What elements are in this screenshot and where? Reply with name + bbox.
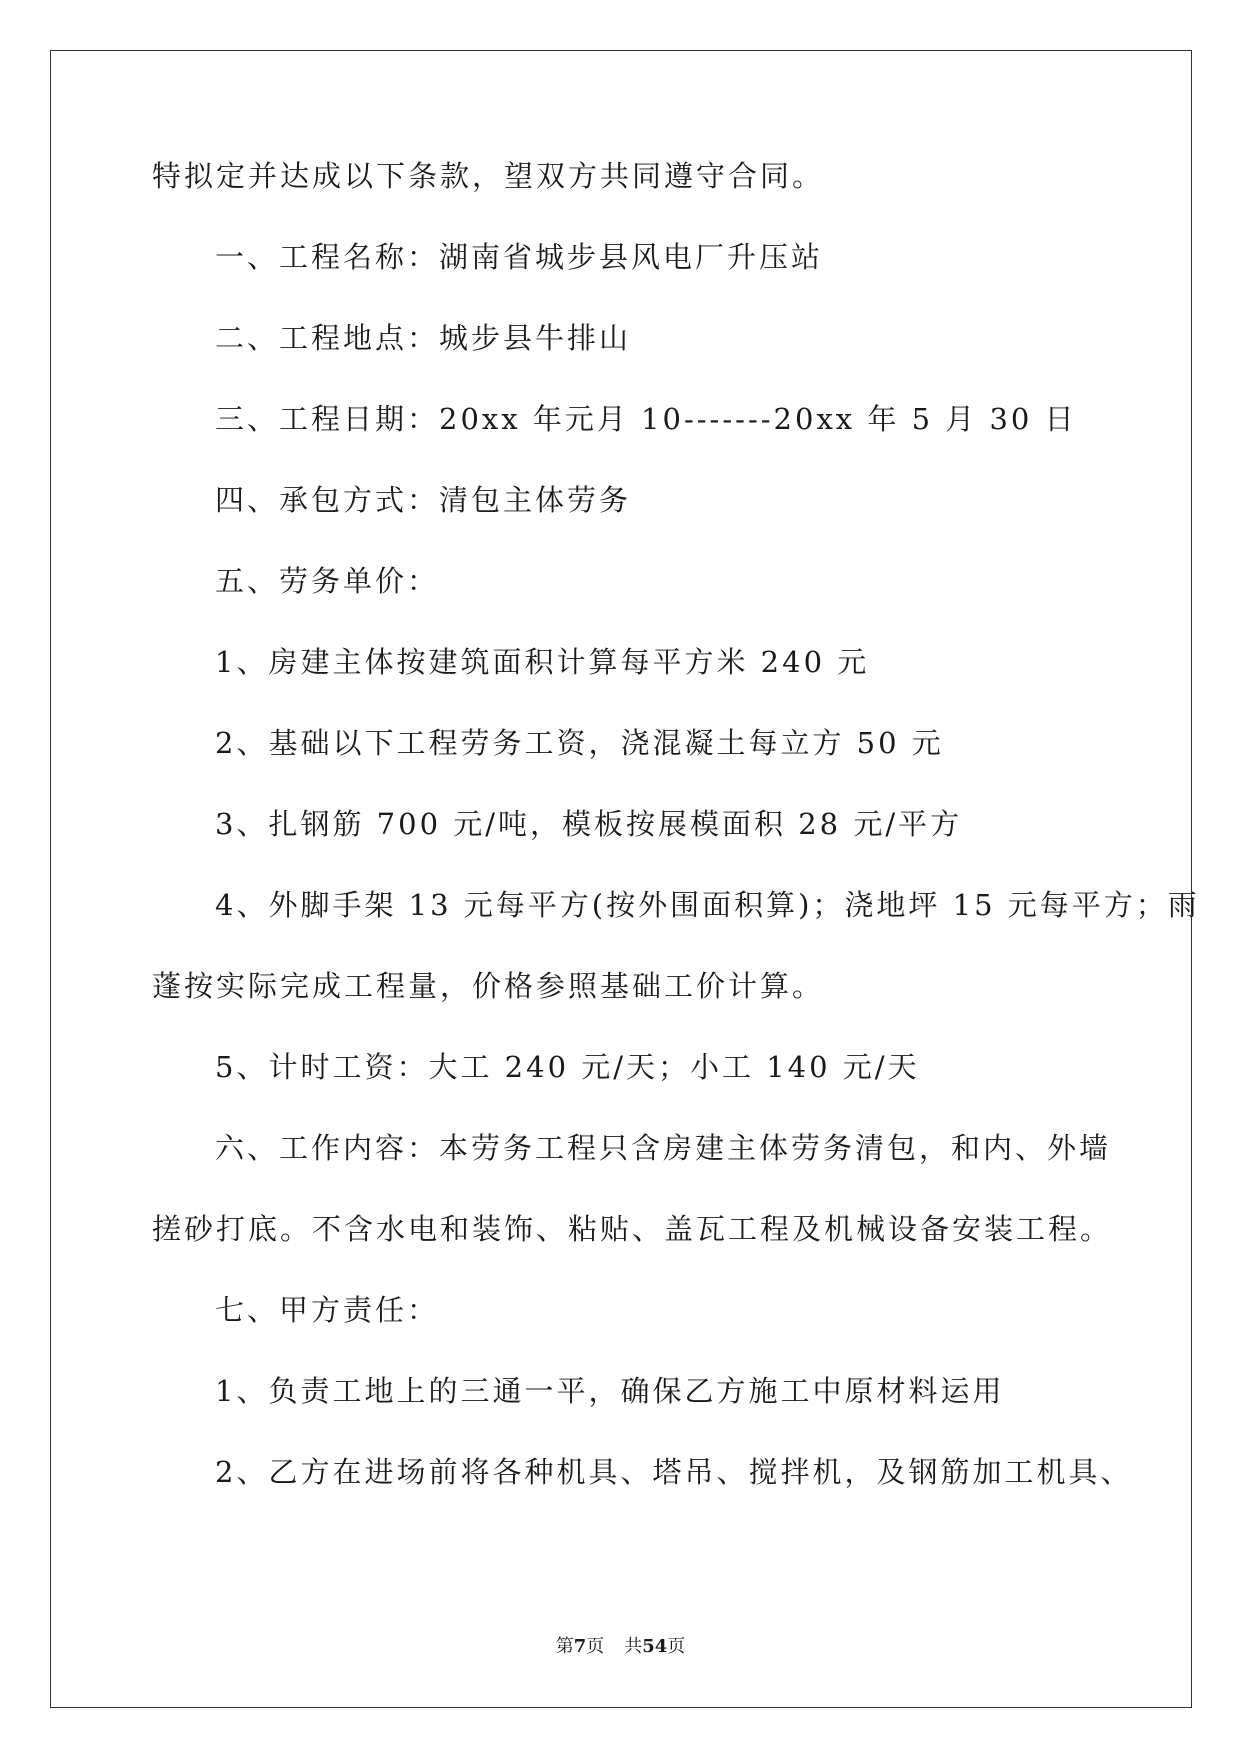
paragraph-line: 六、工作内容：本劳务工程只含房建主体劳务清包，和内、外墙 [215,1131,1112,1165]
paragraph-line: 一、工程名称：湖南省城步县风电厂升压站 [215,240,824,274]
paragraph-line: 特拟定并达成以下条款，望双方共同遵守合同。 [152,159,825,193]
paragraph-line: 搓砂打底。不含水电和装饰、粘贴、盖瓦工程及机械设备安装工程。 [152,1212,1113,1246]
paragraph-line: 2、基础以下工程劳务工资，浇混凝土每立方 50 元 [215,726,944,760]
page-footer [0,1632,1241,1658]
paragraph-line: 3、扎钢筋 700 元/吨，模板按展模面积 28 元/平方 [215,807,963,841]
footer-total-prefix: 共 [624,1636,643,1657]
footer-page-number: 7 [573,1636,587,1657]
paragraph-line: 蓬按实际完成工程量，价格参照基础工价计算。 [152,969,825,1003]
paragraph-line: 1、负责工地上的三通一平，确保乙方施工中原材料运用 [215,1374,1005,1408]
paragraph-line: 5、计时工资：大工 240 元/天；小工 140 元/天 [215,1050,920,1084]
paragraph-line: 七、甲方责任： [215,1293,440,1327]
footer-total-suffix: 页 [667,1636,686,1657]
footer-page-prefix: 第 [555,1636,574,1657]
footer-page-suffix: 页 [586,1636,605,1657]
document-body [152,159,1200,1537]
paragraph-line: 三、工程日期：20xx 年元月 10-------20xx 年 5 月 30 日 [215,402,1077,436]
paragraph-line: 四、承包方式：清包主体劳务 [215,483,632,517]
paragraph-line: 二、工程地点：城步县牛排山 [215,321,632,355]
paragraph-line: 2、乙方在进场前将各种机具、塔吊、搅拌机，及钢筋加工机具、 [215,1455,1133,1489]
paragraph-line: 五、劳务单价： [215,564,440,598]
paragraph-line: 4、外脚手架 13 元每平方(按外围面积算)；浇地坪 15 元每平方；雨 [215,888,1200,922]
footer-total-pages: 54 [642,1636,668,1657]
paragraph-line: 1、房建主体按建筑面积计算每平方米 240 元 [215,645,870,679]
